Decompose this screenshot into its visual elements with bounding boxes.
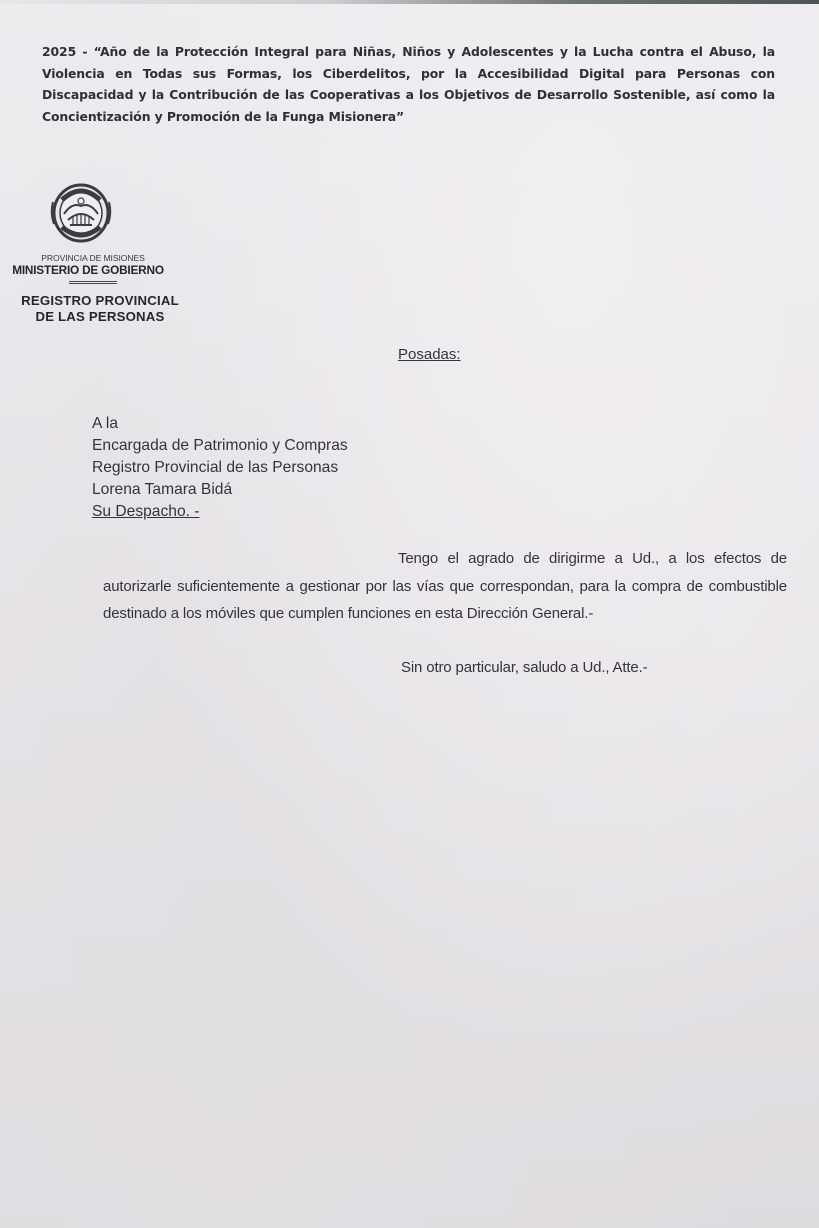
letter-closing: Sin otro particular, saludo a Ud., Atte.- <box>401 659 648 676</box>
provincial-seal-icon <box>48 180 114 248</box>
recipient-line-5: Su Despacho. - <box>92 503 200 520</box>
organization-block <box>0 253 176 284</box>
recipient-line-4: Lorena Tamara Bidá <box>92 481 233 498</box>
letter-body: Tengo el agrado de dirigirme a Ud., a los efectos de autorizarle suficientemente a gestionar por las vías que correspondan, para la compra de combustible destinado a los móviles que cumplen funciones en esta Dirección General.- <box>103 550 787 622</box>
registry-line-2: DE LAS PERSONAS <box>35 309 165 324</box>
recipient-block <box>92 413 348 523</box>
registry-line-1: REGISTRO PROVINCIAL <box>21 293 179 308</box>
page-top-edge <box>0 0 819 4</box>
ministry-name: MINISTERIO DE GOBIERNO <box>12 263 164 277</box>
province-name: PROVINCIA DE MISIONES <box>41 253 145 263</box>
header-motto: 2025 - “Año de la Protección Integral para Niñas, Niños y Adolescentes y la Lucha contra el Abuso, la Violencia en Todas sus Formas, los Ciberdelitos, por la Accesibilidad Digital para Personas con Discapacidad y la Contribución de las Cooperativas a los Objetivos de Desarrollo Sostenible, así como la Concientización y Promoción de la Funga Misionera” <box>42 44 775 124</box>
recipient-line-2: Encargada de Patrimonio y Compras <box>92 437 348 454</box>
recipient-line-3: Registro Provincial de las Personas <box>92 459 339 476</box>
registry-name <box>0 293 200 325</box>
place-label: Posadas: <box>398 346 461 363</box>
org-divider <box>69 281 117 284</box>
recipient-line-1: A la <box>92 415 119 432</box>
